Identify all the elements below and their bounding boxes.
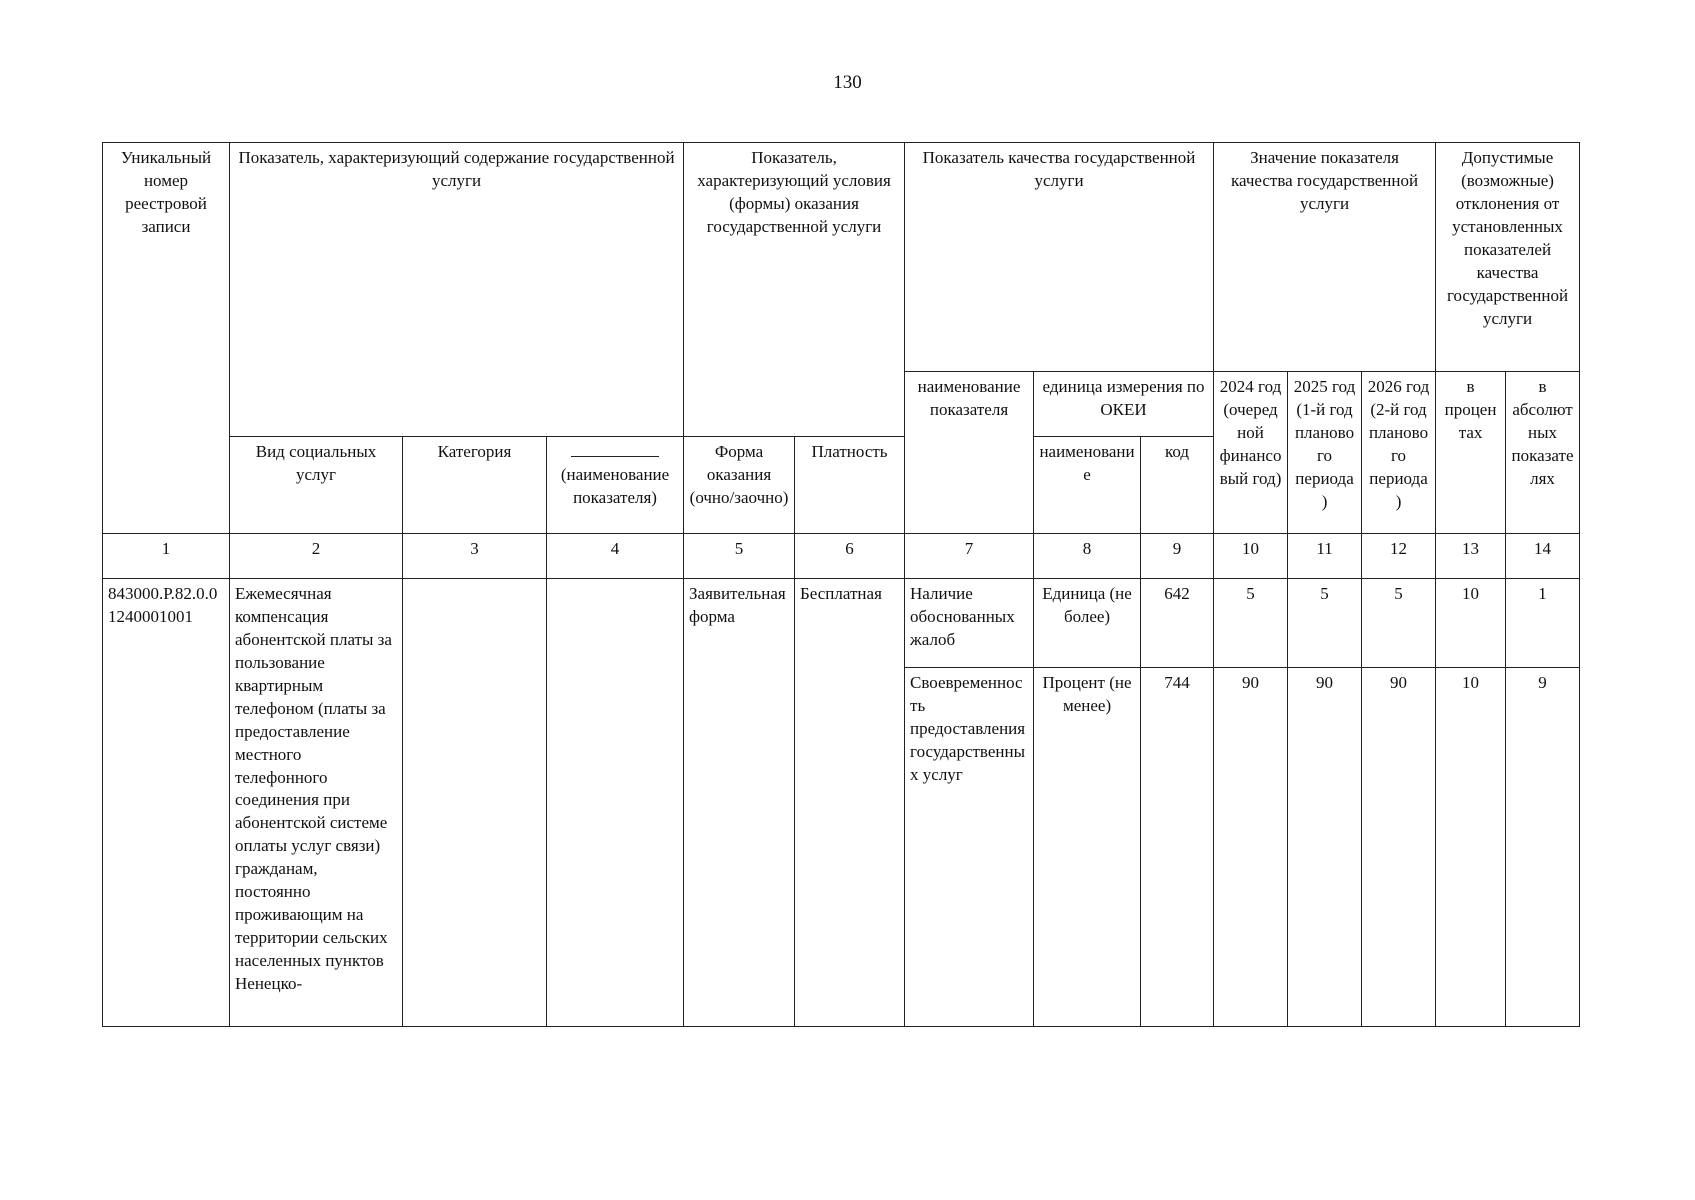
- header-indicator-name: наименование показателя: [905, 372, 1034, 534]
- header-okei-name: наименование: [1034, 437, 1141, 534]
- header-year-2026: 2026 год (2-й год планового периода): [1362, 372, 1436, 534]
- code-value: 642: [1141, 579, 1214, 668]
- deviation-percent: 10: [1436, 668, 1506, 1027]
- column-number: 9: [1141, 534, 1214, 579]
- header-deviations: Допустимые (возможные) отклонения от установленных показателей качества государственной услуги: [1436, 143, 1580, 372]
- header-conditions-indicator: Показатель, характеризующий условия (формы) оказания государственной услуги: [684, 143, 905, 437]
- header-year-2025: 2025 год (1-й год планового периода): [1288, 372, 1362, 534]
- header-in-absolute: в абсолютных показателях: [1506, 372, 1580, 534]
- column-number: 1: [103, 534, 230, 579]
- header-service-type: Вид социальных услуг: [230, 437, 403, 534]
- column-number: 11: [1288, 534, 1362, 579]
- form-value: Заявительная форма: [684, 579, 795, 1027]
- header-quality-value: Значение показателя качества государственной услуги: [1214, 143, 1436, 372]
- column-number: 13: [1436, 534, 1506, 579]
- unit-value: Единица (не более): [1034, 579, 1141, 668]
- header-indicator-name-blank-label: (наименование показателя): [560, 464, 670, 507]
- deviation-absolute: 9: [1506, 668, 1580, 1027]
- column-numbers-row: [103, 534, 1580, 579]
- column-number: 8: [1034, 534, 1141, 579]
- code-value: 744: [1141, 668, 1214, 1027]
- header-in-percent: в процентах: [1436, 372, 1506, 534]
- value-2025: 5: [1288, 579, 1362, 668]
- page-number: 130: [833, 72, 862, 93]
- column-number: 2: [230, 534, 403, 579]
- column-number: 6: [795, 534, 905, 579]
- header-indicator-name-blank: [547, 437, 684, 534]
- header-unique-number: Уникальный номер реестровой записи: [103, 143, 230, 534]
- column-number: 7: [905, 534, 1034, 579]
- column-number: 3: [403, 534, 547, 579]
- quality-indicators-table: [102, 142, 1580, 1027]
- deviation-absolute: 1: [1506, 579, 1580, 668]
- value-2025: 90: [1288, 668, 1362, 1027]
- header-payment: Платность: [795, 437, 905, 534]
- value-2024: 5: [1214, 579, 1288, 668]
- header-category: Категория: [403, 437, 547, 534]
- service-type-value: Ежемесячная компенсация абонентской платы за пользование квартирным телефоном (платы за предоставление местного телефонного соединения при абонентской системе оплаты услуг связи) гражданам, постоянно проживающим на территории сельских населенных пунктов Ненецко-: [230, 579, 403, 1027]
- indicator-value: Наличие обоснованных жалоб: [905, 579, 1034, 668]
- column-number: 4: [547, 534, 684, 579]
- column-number: 10: [1214, 534, 1288, 579]
- indicator-value: Своевременность предоставления государственных услуг: [905, 668, 1034, 1027]
- header-form: Форма оказания (очно/заочно): [684, 437, 795, 534]
- registry-number: 843000.Р.82.0.01240001001: [103, 579, 230, 1027]
- table-row: [103, 579, 1580, 668]
- value-2026: 90: [1362, 668, 1436, 1027]
- header-okei-code: код: [1141, 437, 1214, 534]
- value-2026: 5: [1362, 579, 1436, 668]
- header-quality-indicator: Показатель качества государственной услуги: [905, 143, 1214, 372]
- column-number: 12: [1362, 534, 1436, 579]
- payment-value: Бесплатная: [795, 579, 905, 1027]
- value-2024: 90: [1214, 668, 1288, 1027]
- indicator-blank-value: [547, 579, 684, 1027]
- column-number: 5: [684, 534, 795, 579]
- column-number: 14: [1506, 534, 1580, 579]
- unit-value: Процент (не менее): [1034, 668, 1141, 1027]
- category-value: [403, 579, 547, 1027]
- header-content-indicator: Показатель, характеризующий содержание государственной услуги: [230, 143, 684, 437]
- blank-line: [571, 444, 659, 457]
- header-year-2024: 2024 год (очередной финансовый год): [1214, 372, 1288, 534]
- header-okei-unit: единица измерения по ОКЕИ: [1034, 372, 1214, 437]
- deviation-percent: 10: [1436, 579, 1506, 668]
